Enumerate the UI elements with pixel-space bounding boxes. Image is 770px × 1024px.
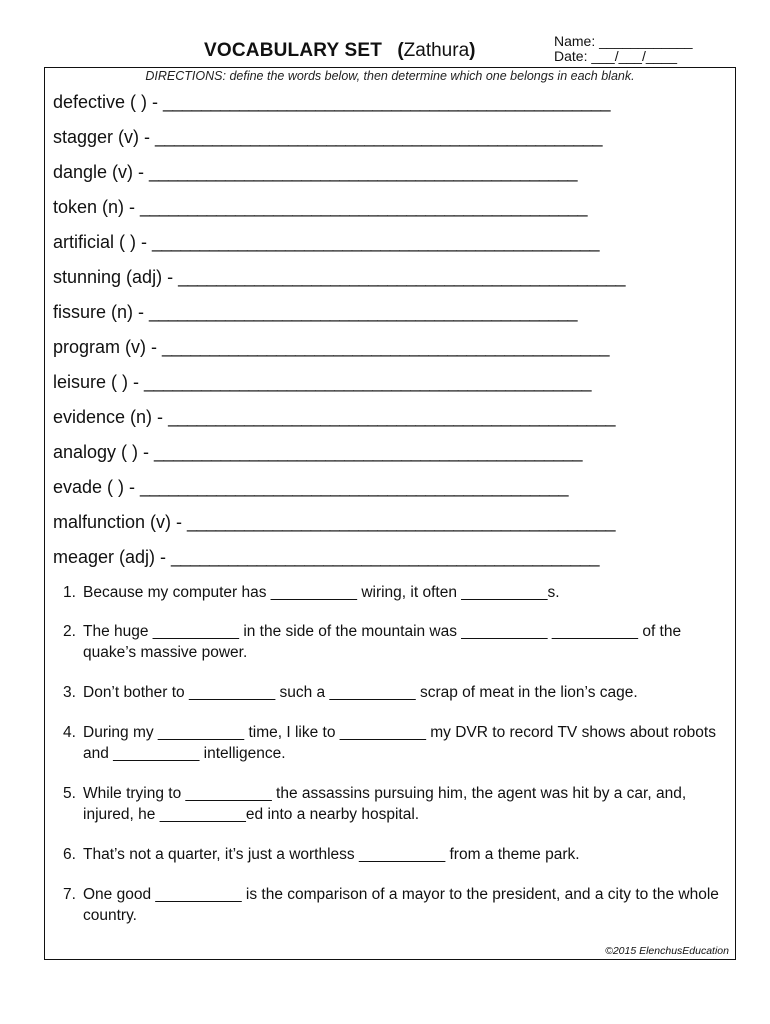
definition-blank[interactable]: _______________________________________________ <box>155 127 603 147</box>
definition-blank[interactable]: _____________________________________________ <box>140 477 569 497</box>
sentence-item <box>63 682 723 703</box>
copyright-notice: ©2015 ElenchusEducation <box>605 945 729 957</box>
sentence-item <box>63 884 723 926</box>
fill-in-sentences <box>63 582 723 945</box>
definition-blank[interactable]: _____________________________________________ <box>187 512 616 532</box>
sentence-item <box>63 621 723 663</box>
vocab-term: analogy ( ) - <box>53 442 155 462</box>
vocab-term: malfunction (v) - <box>53 512 188 532</box>
vocab-term: token (n) - <box>53 197 141 217</box>
sentence-number: 1. <box>63 584 76 601</box>
sentence-text: While trying to __________ the assassins pursuing him, the agent was hit by a car, and, injured, he __________ed into a nearby hospital. <box>83 785 687 823</box>
definition-blank[interactable]: _____________________________________________ <box>154 442 583 462</box>
sentence-item <box>63 783 723 825</box>
vocab-term: stagger (v) - <box>53 127 156 147</box>
name-field[interactable]: Name: ____________ <box>554 33 693 49</box>
sentence-number: 3. <box>63 684 76 701</box>
sentence-text: One good __________ is the comparison of a mayor to the president, and a city to the whole country. <box>83 886 719 924</box>
definition-blank[interactable]: _______________________________________________ <box>162 337 610 357</box>
vocab-term: evidence (n) - <box>53 407 169 427</box>
vocab-term: artificial ( ) - <box>53 232 152 252</box>
definition-blank[interactable]: _______________________________________________ <box>163 92 611 112</box>
definition-blank[interactable]: _______________________________________________ <box>168 407 616 427</box>
title-paren-open: ( <box>397 40 404 61</box>
vocab-item <box>53 193 625 228</box>
sentence-text: During my __________ time, I like to __________ my DVR to record TV shows about robots and __________ intelligence. <box>83 724 716 762</box>
sentence-item <box>63 582 723 603</box>
vocab-item <box>53 543 625 578</box>
vocab-term: meager (adj) - <box>53 547 172 567</box>
definition-blank[interactable]: _______________________________________________ <box>152 232 600 252</box>
vocab-item <box>53 333 625 368</box>
definition-blank[interactable]: _____________________________________________ <box>171 547 600 567</box>
sentence-text: That’s not a quarter, it’s just a worthless __________ from a theme park. <box>83 846 580 863</box>
definition-blank[interactable]: _____________________________________________ <box>149 302 577 322</box>
worksheet-frame <box>44 67 736 960</box>
sentence-number: 4. <box>63 724 76 741</box>
sentence-number: 7. <box>63 886 76 903</box>
vocab-item <box>53 438 625 473</box>
vocab-list <box>53 88 625 578</box>
title-paren-close: ) <box>469 40 476 61</box>
vocab-item <box>53 88 625 123</box>
sentence-text: Don’t bother to __________ such a __________ scrap of meat in the lion’s cage. <box>83 684 638 701</box>
story-name: Zathura <box>403 40 470 61</box>
vocab-term: leisure ( ) - <box>53 372 145 392</box>
title-text: VOCABULARY SET <box>204 40 383 61</box>
sentence-item <box>63 844 723 865</box>
vocab-item <box>53 403 625 438</box>
vocab-term: evade ( ) - <box>53 477 141 497</box>
vocab-term: stunning (adj) - <box>53 267 179 287</box>
vocab-item <box>53 368 625 403</box>
vocab-term: program (v) - <box>53 337 163 357</box>
vocab-item <box>53 228 625 263</box>
sentence-number: 6. <box>63 846 76 863</box>
vocab-item <box>53 508 625 543</box>
worksheet-header <box>44 30 736 66</box>
date-field[interactable]: Date: ___/___/____ <box>554 48 677 64</box>
definition-blank[interactable]: _______________________________________________ <box>140 197 588 217</box>
sentence-text: The huge __________ in the side of the mountain was __________ __________ of the quake’s massive power. <box>83 623 682 661</box>
sentence-item <box>63 722 723 764</box>
vocab-item <box>53 123 625 158</box>
directions-text: DIRECTIONS: define the words below, then determine which one belongs in each blank. <box>145 69 635 83</box>
definition-blank[interactable]: _____________________________________________ <box>149 162 578 182</box>
sentence-number: 2. <box>63 623 76 640</box>
sentence-text: Because my computer has __________ wiring, it often __________s. <box>83 584 560 601</box>
definition-blank[interactable]: _______________________________________________ <box>178 267 626 287</box>
worksheet-title <box>204 40 475 62</box>
name-date-block <box>554 34 693 64</box>
vocab-term: fissure (n) - <box>53 302 150 322</box>
vocab-item <box>53 473 625 508</box>
vocab-term: defective ( ) - <box>53 92 164 112</box>
vocab-item <box>53 263 625 298</box>
vocab-term: dangle (v) - <box>53 162 150 182</box>
definition-blank[interactable]: _______________________________________________ <box>144 372 592 392</box>
vocab-item <box>53 158 625 193</box>
sentence-number: 5. <box>63 785 76 802</box>
vocab-item <box>53 298 625 333</box>
